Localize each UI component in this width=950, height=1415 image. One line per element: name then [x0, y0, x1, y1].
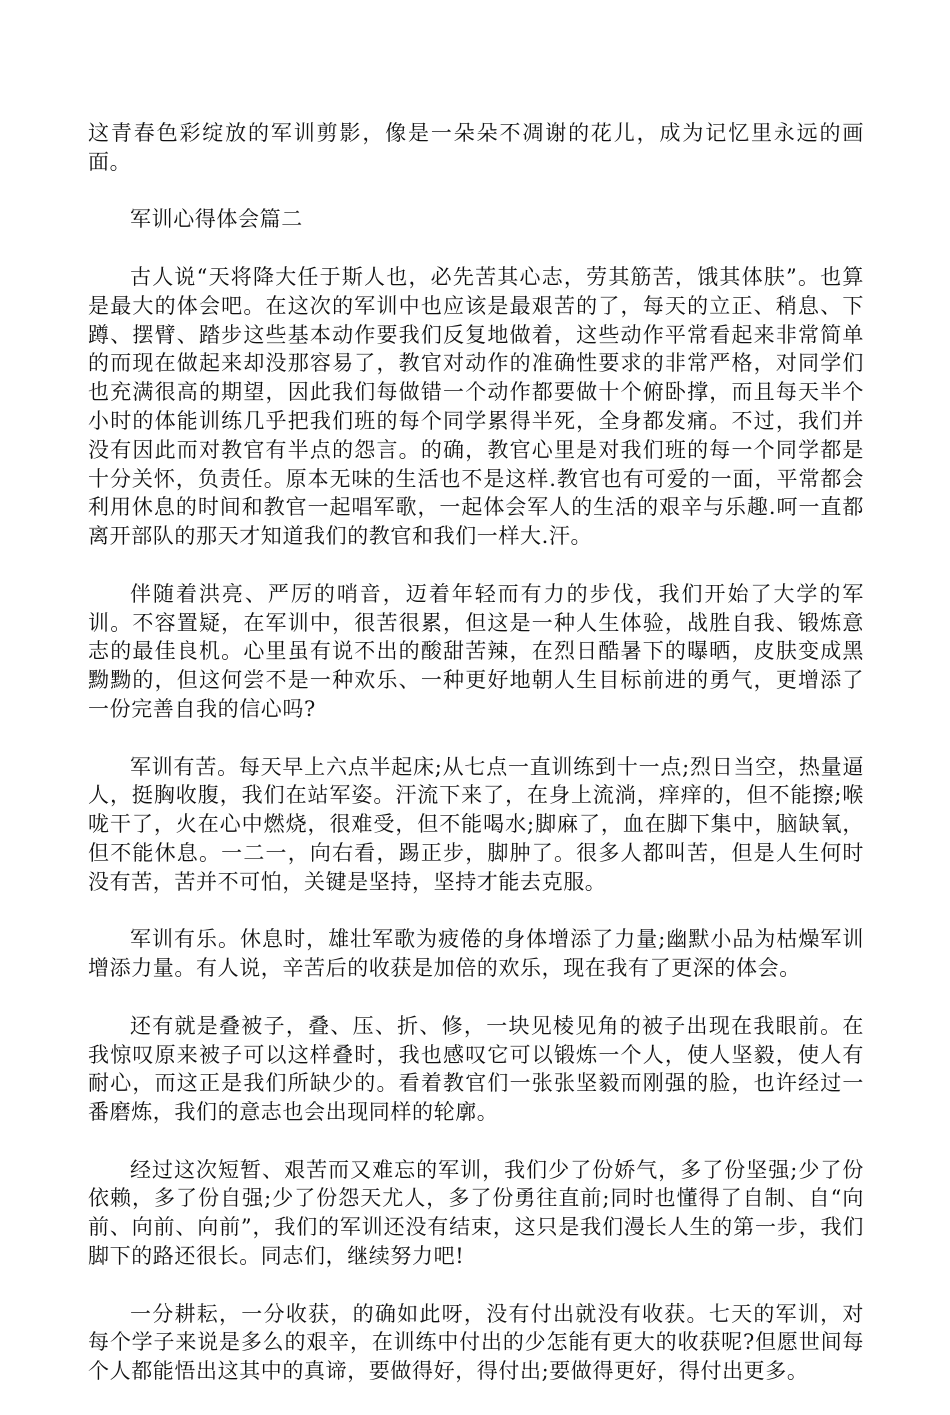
paragraph-5: 还有就是叠被子，叠、压、折、修，一块见棱见角的被子出现在我眼前。在我惊叹原来被子可以这样叠时，我也感叹它可以锻炼一个人，使人坚毅，使人有耐心，而这正是我们所缺少的。看着教官们一张张坚毅而刚强的脸，也许经过一番磨炼，我们的意志也会出现同样的轮廓。 [88, 1013, 864, 1125]
section-heading: 军训心得体会篇二 [130, 207, 303, 232]
paragraph-4: 军训有乐。休息时，雄壮军歌为疲倦的身体增添了力量;幽默小品为枯燥军训增添力量。有人说，辛苦后的收获是加倍的欢乐，现在我有了更深的体会。 [88, 927, 864, 981]
paragraph-7: 一分耕耘，一分收获，的确如此呀，没有付出就没有收获。七天的军训，对每个学子来说是多么的艰辛，在训练中付出的少怎能有更大的收获呢?但愿世间每个人都能悟出这其中的真谛，要做得好，得付出;要做得更好，得付出更多。 [88, 1301, 864, 1384]
paragraph-6: 经过这次短暂、艰苦而又难忘的军训，我们少了份娇气，多了份坚强;少了份依赖，多了份自强;少了份怨天尤人，多了份勇往直前;同时也懂得了自制、自“向前、向前、向前”，我们的军训还没有结束，这只是我们漫长人生的第一步，我们脚下的路还很长。同志们，继续努力吧! [88, 1157, 864, 1269]
paragraph-2: 伴随着洪亮、严厉的哨音，迈着年轻而有力的步伐，我们开始了大学的军训。不容置疑，在军训中，很苦很累，但这是一种人生体验，战胜自我、锻炼意志的最佳良机。心里虽有说不出的酸甜苦辣，在烈日酷暑下的曝晒，皮肤变成黑黝黝的，但这何尝不是一种欢乐、一种更好地朝人生目标前进的勇气，更增添了一份完善自我的信心吗? [88, 581, 864, 721]
paragraph-closing-line: 这青春色彩绽放的军训剪影，像是一朵朵不凋谢的花儿，成为记忆里永远的画面。 [88, 121, 864, 174]
paragraph-1: 古人说“天将降大任于斯人也，必先苦其心志，劳其筋苦，饿其体肤”。也算是最大的体会吧。在这次的军训中也应该是最艰苦的了，每天的立正、稍息、下蹲、摆臂、踏步这些基本动作要我们反复地做着，这些动作平常看起来非常简单的而现在做起来却没那容易了，教官对动作的准确性要求的非常严格，对同学们也充满很高的期望，因此我们每做错一个动作都要做十个俯卧撑，而且每天半个小时的体能训练几乎把我们班的每个同学累得半死，全身都发痛。不过，我们并没有因此而对教官有半点的怨言。的确，教官心里是对我们班的每一个同学都是十分关怀，负责任。原本无味的生活也不是这样.教官也有可爱的一面，平常都会利用休息的时间和教官一起唱军歌，一起体会军人的生活的艰辛与乐趣.呵一直都离开部队的那天才知道我们的教官和我们一样大.汗。 [88, 264, 864, 549]
paragraph-3: 军训有苦。每天早上六点半起床;从七点一直训练到十一点;烈日当空，热量逼人，挺胸收腹，我们在站军姿。汗流下来了，在身上流淌，痒痒的，但不能擦;喉咙干了，火在心中燃烧，很难受，但不能喝水;脚麻了，血在脚下集中，脑缺氧，但不能休息。一二一，向右看，踢正步，脚肿了。很多人都叫苦，但是人生何时没有苦，苦并不可怕，关键是坚持，坚持才能去克服。 [88, 754, 864, 894]
document-page [88, 119, 864, 1415]
